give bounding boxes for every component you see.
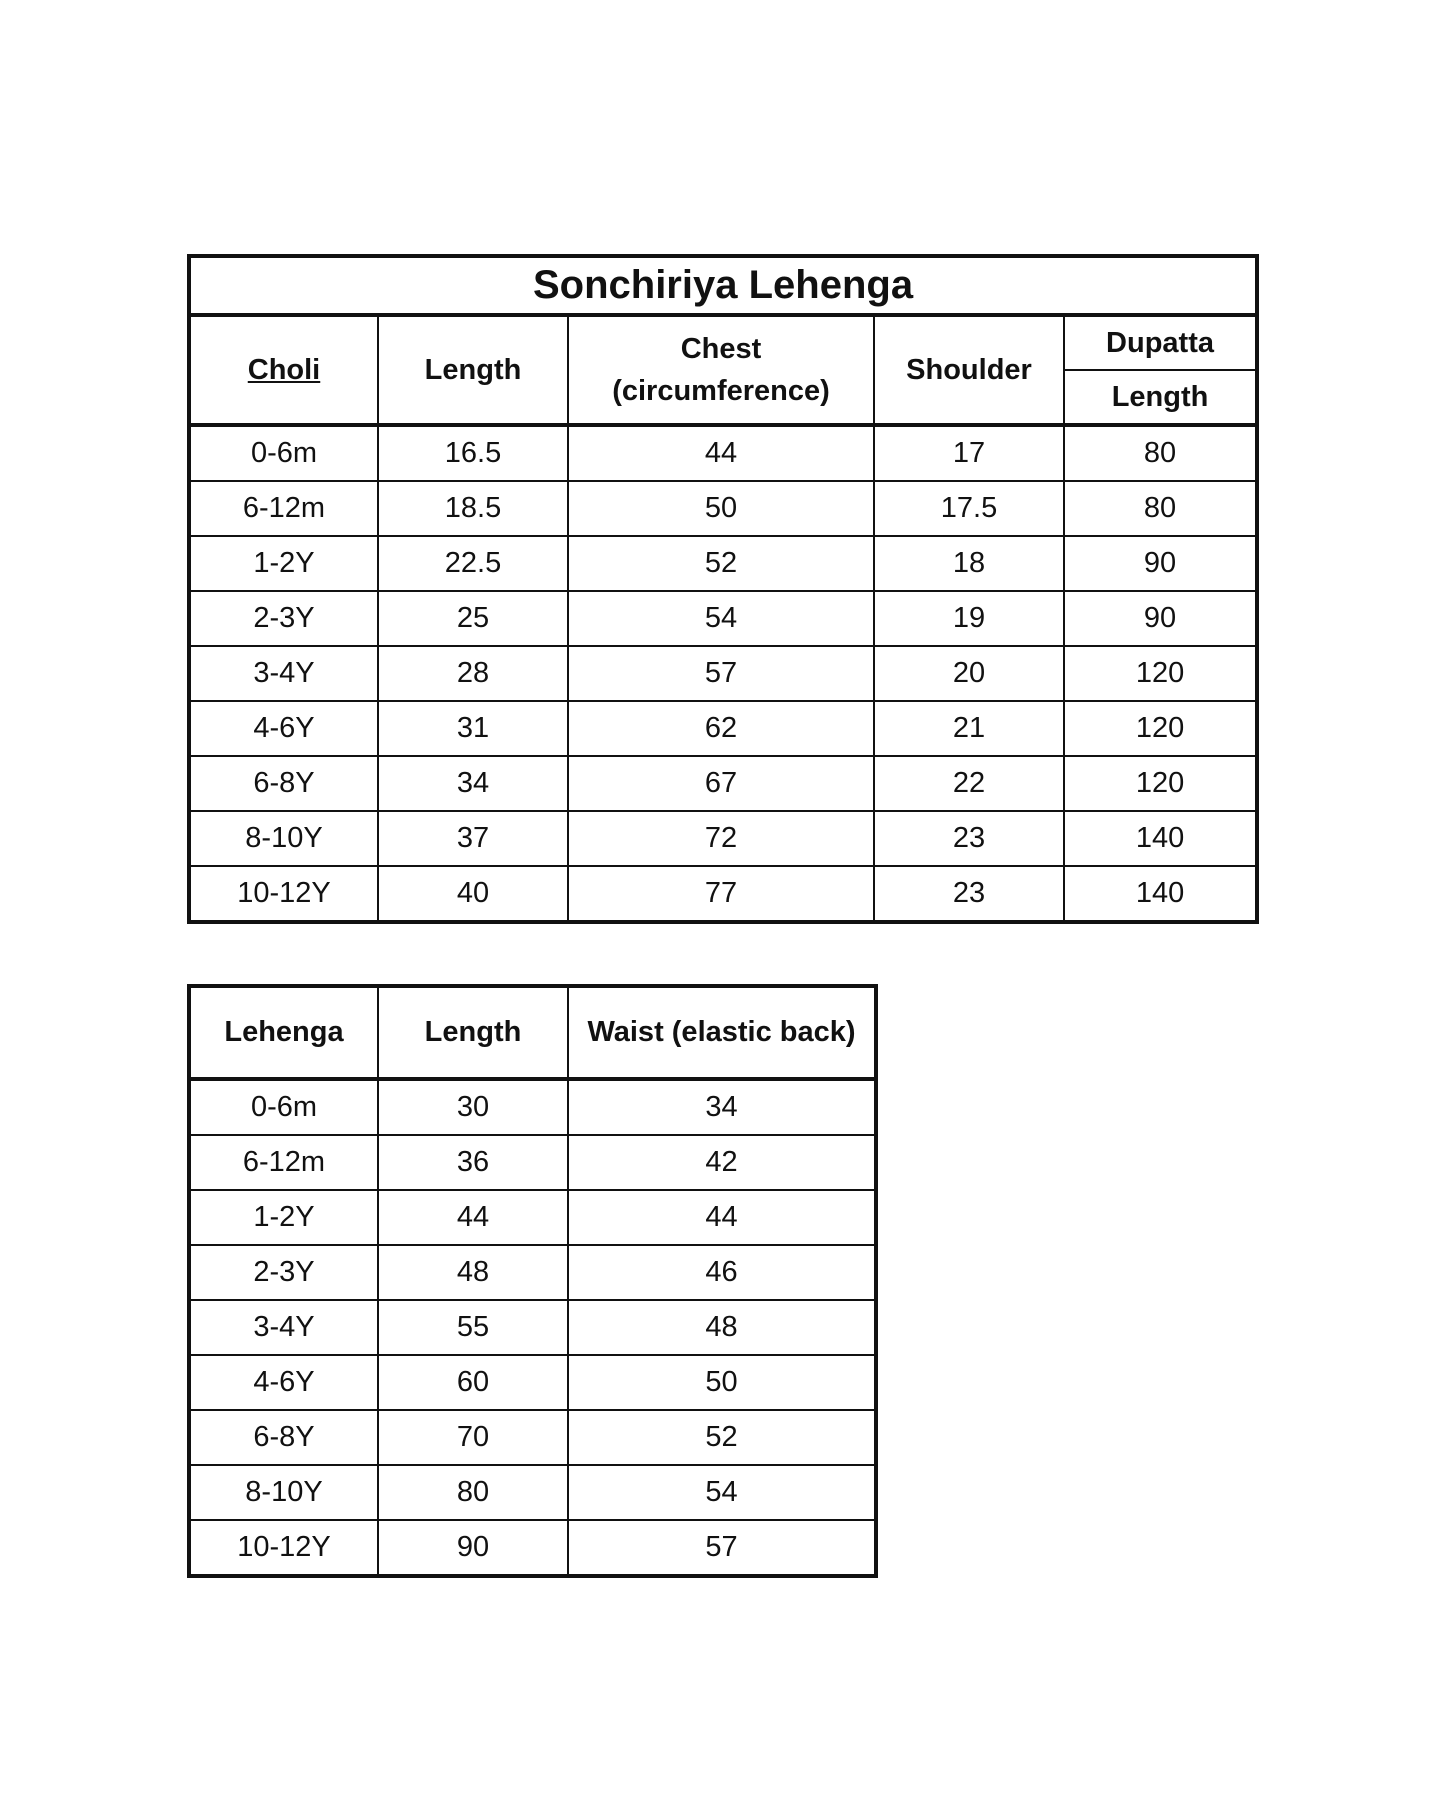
table-row	[189, 1079, 876, 1135]
cell-chest: 72	[568, 811, 874, 866]
cell-length: 55	[378, 1300, 568, 1355]
title-row	[189, 256, 1257, 315]
header-shoulder: Shoulder	[874, 315, 1064, 425]
cell-dupatta: 140	[1064, 811, 1257, 866]
cell-size: 8-10Y	[189, 1465, 378, 1520]
cell-size: 6-8Y	[189, 1410, 378, 1465]
cell-size: 6-8Y	[189, 756, 378, 811]
cell-length: 80	[378, 1465, 568, 1520]
cell-shoulder: 23	[874, 811, 1064, 866]
cell-dupatta: 140	[1064, 866, 1257, 922]
table-row	[189, 536, 1257, 591]
cell-length: 16.5	[378, 425, 568, 481]
cell-length: 36	[378, 1135, 568, 1190]
cell-shoulder: 22	[874, 756, 1064, 811]
table-row	[189, 701, 1257, 756]
cell-shoulder: 18	[874, 536, 1064, 591]
cell-dupatta: 90	[1064, 536, 1257, 591]
cell-dupatta: 80	[1064, 425, 1257, 481]
table-row	[189, 591, 1257, 646]
table-row	[189, 1465, 876, 1520]
cell-waist: 54	[568, 1465, 876, 1520]
cell-chest: 44	[568, 425, 874, 481]
cell-chest: 77	[568, 866, 874, 922]
cell-size: 6-12m	[189, 1135, 378, 1190]
cell-size: 3-4Y	[189, 646, 378, 701]
header-length: Length	[378, 315, 568, 425]
cell-shoulder: 20	[874, 646, 1064, 701]
cell-size: 1-2Y	[189, 1190, 378, 1245]
cell-size: 6-12m	[189, 481, 378, 536]
table-row	[189, 1300, 876, 1355]
cell-chest: 67	[568, 756, 874, 811]
cell-length: 30	[378, 1079, 568, 1135]
table-row	[189, 1520, 876, 1576]
table-row	[189, 756, 1257, 811]
cell-waist: 34	[568, 1079, 876, 1135]
cell-size: 0-6m	[189, 1079, 378, 1135]
table-row	[189, 425, 1257, 481]
table-row	[189, 866, 1257, 922]
cell-dupatta: 120	[1064, 756, 1257, 811]
cell-length: 18.5	[378, 481, 568, 536]
cell-chest: 57	[568, 646, 874, 701]
cell-shoulder: 17	[874, 425, 1064, 481]
choli-size-table	[187, 254, 1259, 924]
cell-length: 48	[378, 1245, 568, 1300]
header-waist: Waist (elastic back)	[568, 986, 876, 1079]
header-chest-line2: (circumference)	[612, 375, 830, 407]
header-chest-line1: Chest	[680, 333, 762, 365]
cell-dupatta: 120	[1064, 701, 1257, 756]
cell-shoulder: 19	[874, 591, 1064, 646]
header-lehenga: Lehenga	[189, 986, 378, 1079]
cell-shoulder: 17.5	[874, 481, 1064, 536]
cell-length: 60	[378, 1355, 568, 1410]
cell-size: 10-12Y	[189, 866, 378, 922]
cell-size: 0-6m	[189, 425, 378, 481]
cell-chest: 52	[568, 536, 874, 591]
cell-length: 37	[378, 811, 568, 866]
table-row	[189, 646, 1257, 701]
cell-dupatta: 90	[1064, 591, 1257, 646]
cell-length: 31	[378, 701, 568, 756]
header-chest	[568, 315, 874, 425]
header-lehenga-length: Length	[378, 986, 568, 1079]
cell-size: 1-2Y	[189, 536, 378, 591]
cell-size: 10-12Y	[189, 1520, 378, 1576]
cell-size: 2-3Y	[189, 591, 378, 646]
cell-size: 4-6Y	[189, 701, 378, 756]
cell-chest: 50	[568, 481, 874, 536]
cell-length: 90	[378, 1520, 568, 1576]
table-row	[189, 1190, 876, 1245]
lehenga-table-body	[189, 1079, 876, 1576]
cell-length: 40	[378, 866, 568, 922]
header-choli	[189, 315, 378, 425]
table-row	[189, 1355, 876, 1410]
cell-dupatta: 80	[1064, 481, 1257, 536]
cell-waist: 52	[568, 1410, 876, 1465]
table-title: Sonchiriya Lehenga	[189, 256, 1257, 315]
cell-waist: 57	[568, 1520, 876, 1576]
cell-size: 4-6Y	[189, 1355, 378, 1410]
table-row	[189, 811, 1257, 866]
choli-table-body	[189, 425, 1257, 922]
table-row	[189, 1245, 876, 1300]
cell-size: 8-10Y	[189, 811, 378, 866]
cell-shoulder: 23	[874, 866, 1064, 922]
table-row	[189, 1410, 876, 1465]
cell-length: 70	[378, 1410, 568, 1465]
cell-waist: 50	[568, 1355, 876, 1410]
cell-shoulder: 21	[874, 701, 1064, 756]
header-dupatta-length: Length	[1064, 370, 1257, 425]
lehenga-size-table	[187, 984, 878, 1578]
cell-length: 28	[378, 646, 568, 701]
cell-size: 3-4Y	[189, 1300, 378, 1355]
lehenga-header-row	[189, 986, 876, 1079]
cell-size: 2-3Y	[189, 1245, 378, 1300]
table-row	[189, 1135, 876, 1190]
cell-length: 22.5	[378, 536, 568, 591]
cell-chest: 62	[568, 701, 874, 756]
header-choli-label: Choli	[247, 353, 321, 386]
header-row	[189, 315, 1257, 370]
cell-waist: 44	[568, 1190, 876, 1245]
cell-length: 25	[378, 591, 568, 646]
header-dupatta: Dupatta	[1064, 315, 1257, 370]
cell-waist: 42	[568, 1135, 876, 1190]
cell-chest: 54	[568, 591, 874, 646]
cell-dupatta: 120	[1064, 646, 1257, 701]
cell-waist: 48	[568, 1300, 876, 1355]
cell-length: 44	[378, 1190, 568, 1245]
cell-waist: 46	[568, 1245, 876, 1300]
table-row	[189, 481, 1257, 536]
cell-length: 34	[378, 756, 568, 811]
